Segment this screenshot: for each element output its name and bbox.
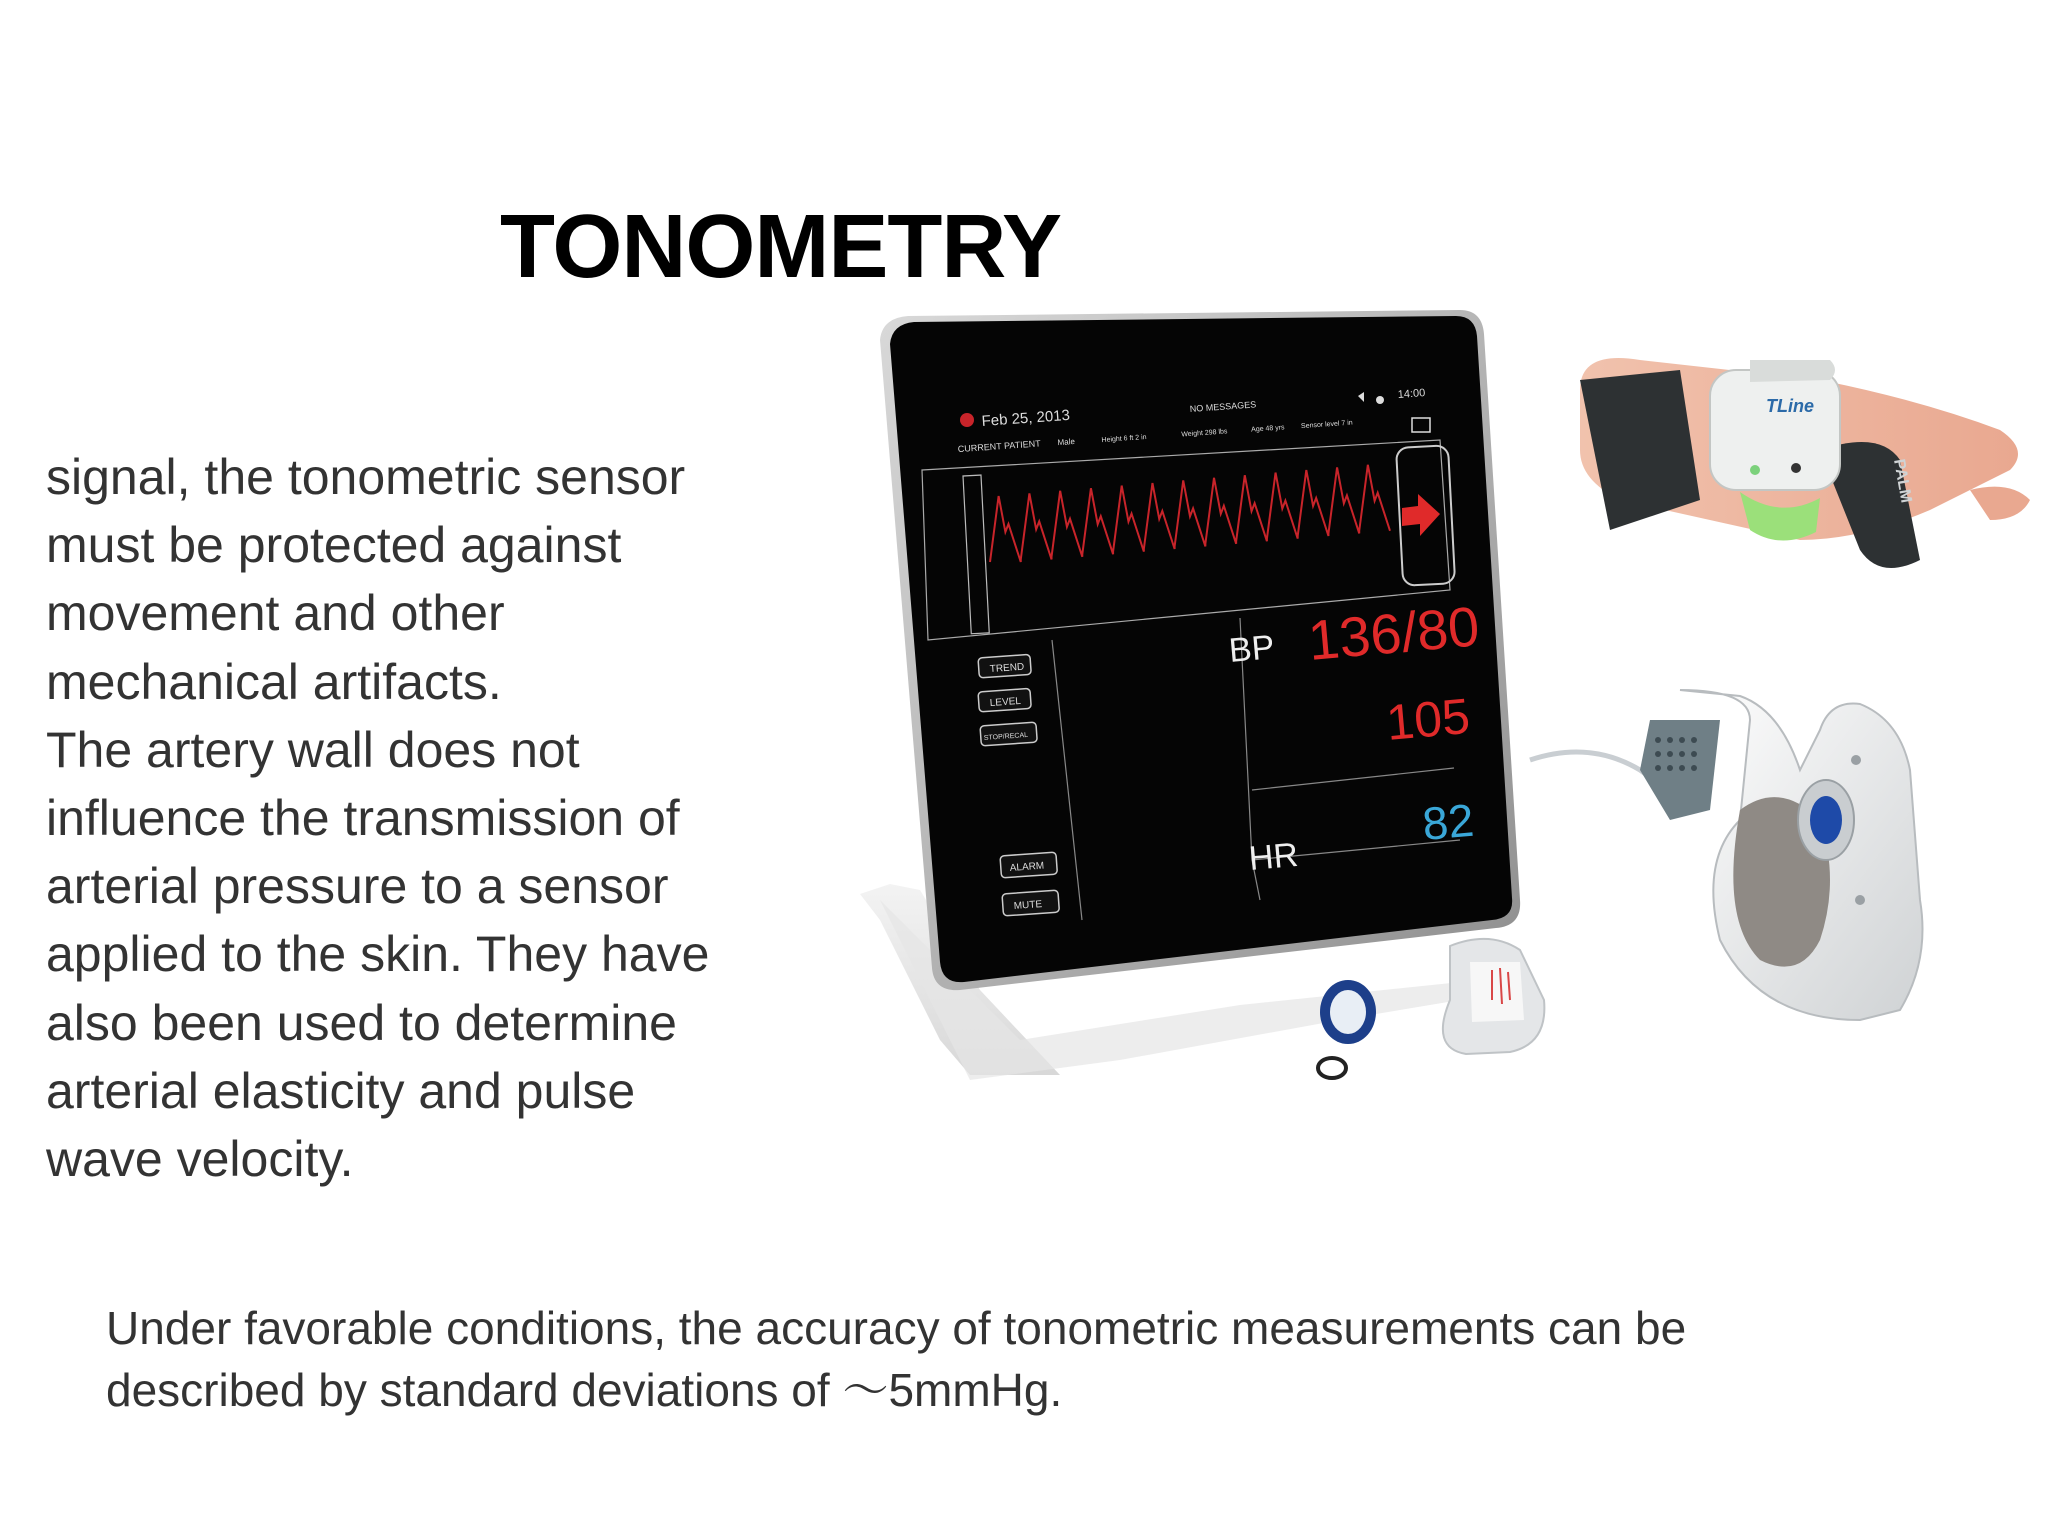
sensor-cup	[1443, 939, 1545, 1054]
trend-button-label: TREND	[989, 661, 1025, 675]
map-value: 105	[1384, 687, 1473, 751]
body-line: movement and other	[46, 585, 505, 642]
patient-weight: Weight 298 lbs	[1181, 428, 1228, 439]
body-line: applied to the skin. They have	[46, 926, 710, 983]
body-paragraph	[46, 443, 826, 1193]
patient-monitor	[880, 310, 1520, 990]
footer-line: described by standard deviations of ～5mmHg.	[106, 1364, 1063, 1416]
footer-line: Under favorable conditions, the accuracy of tonometric measurements can be	[106, 1302, 1687, 1354]
footer-note	[106, 1297, 1906, 1421]
body-line: mechanical artifacts.	[46, 653, 502, 710]
slide-title: TONOMETRY	[500, 197, 1062, 297]
monitor-time: 14:00	[1397, 387, 1426, 401]
hr-value: 82	[1420, 793, 1476, 850]
body-line: arterial pressure to a sensor	[46, 858, 669, 915]
stop-recal-button-label: STOP/RECAL	[983, 731, 1029, 742]
body-line: The artery wall does not	[46, 721, 580, 778]
strap-label: PALM	[1890, 457, 1915, 505]
hr-label: HR	[1247, 835, 1300, 878]
sensor-puck	[1318, 980, 1376, 1078]
patient-label: CURRENT PATIENT	[957, 438, 1041, 455]
body-line: also been used to determine	[46, 994, 677, 1051]
wrist-brand-label: TLine	[1766, 396, 1814, 416]
body-line: wave velocity.	[46, 1131, 354, 1188]
patient-height: Height 6 ft 2 in	[1101, 433, 1147, 445]
bp-label: BP	[1227, 628, 1276, 670]
status-led	[1750, 465, 1760, 475]
body-line: influence the transmission of	[46, 790, 680, 847]
body-line: arterial elasticity and pulse	[46, 1062, 636, 1119]
tonometry-device-figure	[820, 300, 2048, 1100]
wrist-cuff-device	[1640, 690, 1923, 1020]
patient-age: Age 48 yrs	[1250, 424, 1285, 434]
monitor-date: Feb 25, 2013	[981, 406, 1071, 430]
alarm-button-label: ALARM	[1009, 860, 1045, 874]
body-line: signal, the tonometric sensor	[46, 449, 686, 505]
monitor-messages: NO MESSAGES	[1189, 399, 1257, 414]
sensor-level: Sensor level 7 in	[1300, 419, 1353, 431]
body-line: must be protected against	[46, 517, 622, 574]
level-button-label: LEVEL	[989, 695, 1022, 709]
patient-sex: Male	[1057, 436, 1076, 448]
bp-value: 136/80	[1305, 594, 1482, 672]
wrist-monitor	[1580, 358, 2030, 568]
heart-icon	[960, 413, 974, 427]
mute-button-label: MUTE	[1013, 899, 1043, 912]
alarm-clock-icon	[1376, 396, 1384, 404]
wrist-unit-body	[1710, 370, 1840, 490]
power-button	[1791, 463, 1801, 473]
